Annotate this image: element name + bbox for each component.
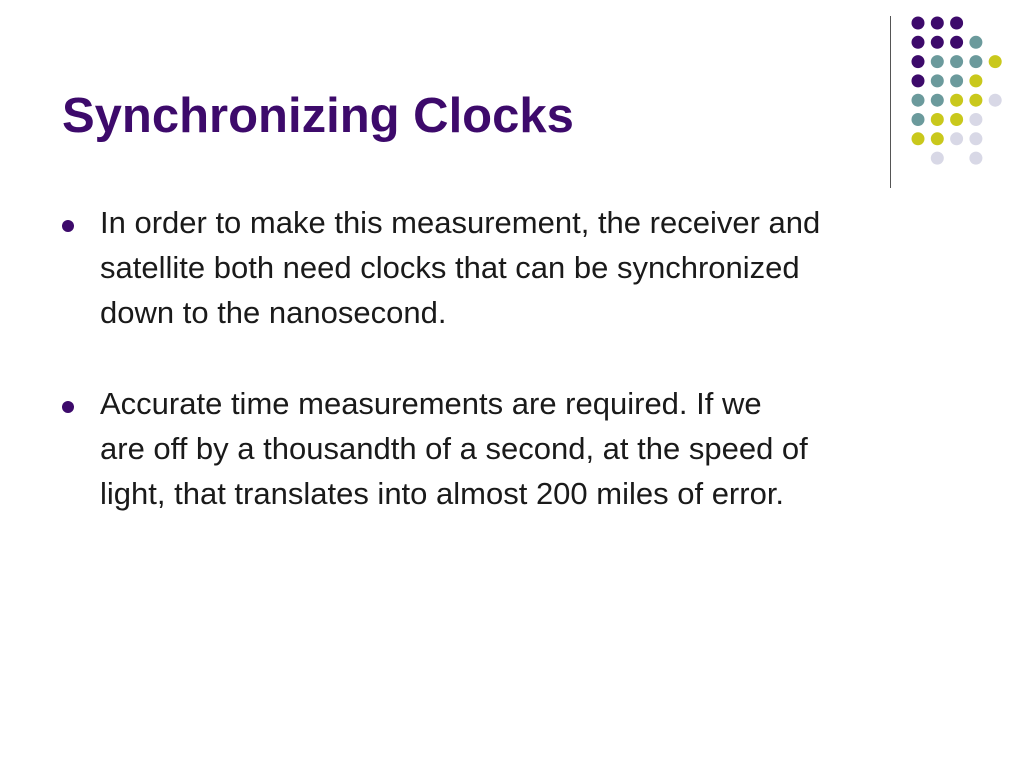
decorative-dot <box>912 17 925 30</box>
decorative-dot <box>950 132 963 145</box>
decorative-dot <box>950 113 963 126</box>
decorative-dot <box>969 36 982 49</box>
decorative-dot <box>950 74 963 87</box>
decorative-dot <box>912 74 925 87</box>
decorative-dot <box>969 94 982 107</box>
decorative-dot <box>950 94 963 107</box>
decorative-dot <box>969 113 982 126</box>
bullet-text: In order to make this measurement, the receiver and satellite both need clocks that can be synchronized down to the nanosecond. <box>100 205 821 330</box>
bullet-marker-icon <box>62 401 74 413</box>
decorative-dot <box>931 152 944 165</box>
decorative-dot <box>989 55 1002 68</box>
bullet-marker-icon <box>62 220 74 232</box>
decorative-dot <box>912 55 925 68</box>
decorative-dot <box>969 74 982 87</box>
decorative-dot <box>969 55 982 68</box>
decorative-dot <box>931 36 944 49</box>
title-divider-line <box>890 16 891 188</box>
decorative-dot <box>969 132 982 145</box>
decorative-dot <box>969 152 982 165</box>
bullet-item <box>62 381 992 516</box>
decorative-dot <box>912 132 925 145</box>
decorative-dot <box>931 132 944 145</box>
decorative-dot <box>912 36 925 49</box>
decorative-dot <box>950 55 963 68</box>
decorative-dot <box>912 94 925 107</box>
decorative-dot <box>950 36 963 49</box>
decorative-dot <box>912 113 925 126</box>
decorative-dot <box>931 74 944 87</box>
bullet-list <box>62 200 992 516</box>
decorative-dot <box>931 94 944 107</box>
bullet-item <box>62 200 992 335</box>
bullet-text: Accurate time measurements are required. If we are off by a thousandth of a second, at the speed of light, that translates into almost 200 miles of error. <box>100 386 808 511</box>
decorative-dot <box>950 17 963 30</box>
decorative-dot <box>931 55 944 68</box>
decorative-dot <box>931 17 944 30</box>
decorative-dot <box>931 113 944 126</box>
decorative-dot <box>989 94 1002 107</box>
slide-title: Synchronizing Clocks <box>62 89 574 143</box>
